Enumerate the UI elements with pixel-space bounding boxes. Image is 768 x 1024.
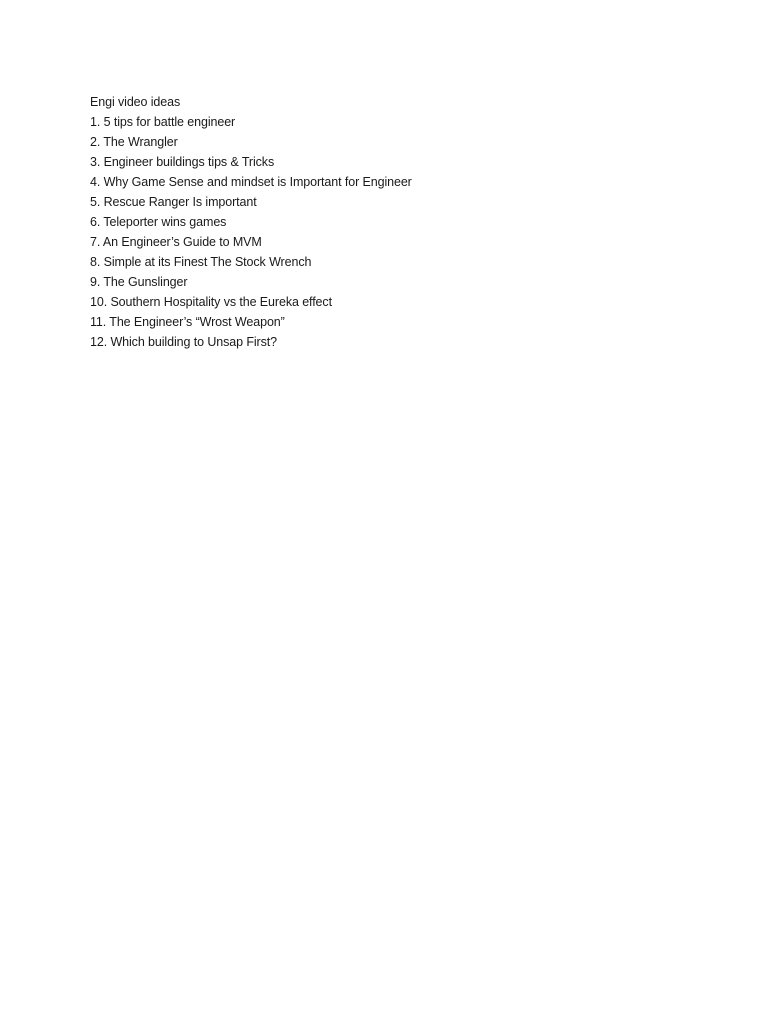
list-item: 2. The Wrangler <box>90 135 178 149</box>
list-item: 12. Which building to Unsap First? <box>90 335 277 349</box>
document-body <box>90 92 690 352</box>
list-item: 10. Southern Hospitality vs the Eureka effect <box>90 295 332 309</box>
list-item: 8. Simple at its Finest The Stock Wrench <box>90 255 312 269</box>
list-item: 6. Teleporter wins games <box>90 215 227 229</box>
video-ideas-list <box>90 112 690 352</box>
list-item: 3. Engineer buildings tips & Tricks <box>90 155 275 169</box>
list-item: 4. Why Game Sense and mindset is Important for Engineer <box>90 175 412 189</box>
list-item: 9. The Gunslinger <box>90 275 188 289</box>
list-item: 1. 5 tips for battle engineer <box>90 115 236 129</box>
list-item: 5. Rescue Ranger Is important <box>90 195 257 209</box>
list-item: 7. An Engineer’s Guide to MVM <box>90 235 262 249</box>
list-item: 11. The Engineer’s “Wrost Weapon” <box>90 315 285 329</box>
document-title: Engi video ideas <box>90 95 181 109</box>
